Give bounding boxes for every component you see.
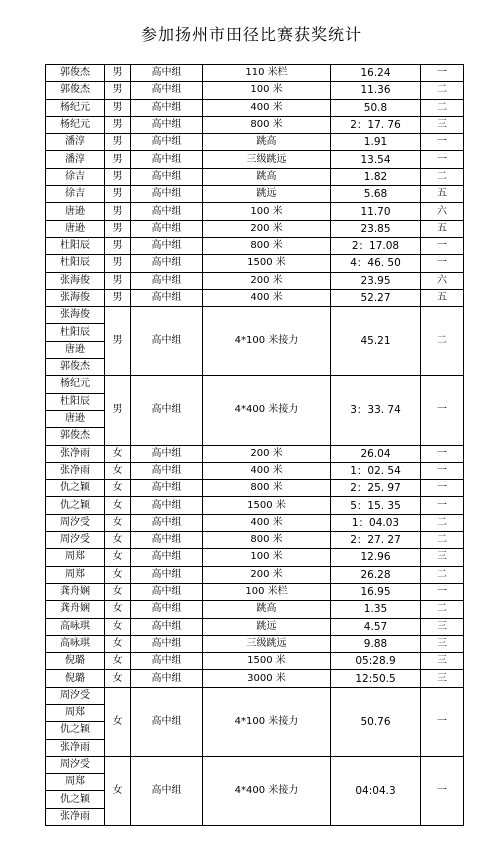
athlete-name-cell: 杨纪元 [46,99,105,116]
table-row [46,151,464,168]
relay-member-cell: 周汐受 [46,687,105,704]
event-cell: 400 米 [203,99,331,116]
table-row [46,549,464,566]
result-cell: 04:04.3 [331,756,421,825]
sex-cell: 男 [105,203,131,220]
table-row [46,237,464,254]
relay-member-cell: 仇之颖 [46,722,105,739]
athlete-name-cell: 周郑 [46,566,105,583]
result-cell: 2：17.08 [331,237,421,254]
results-table [45,64,464,826]
event-cell: 200 米 [203,220,331,237]
rank-cell: 一 [421,497,464,514]
sex-cell: 女 [105,514,131,531]
rank-cell: 一 [421,462,464,479]
result-cell: 05:28.9 [331,653,421,670]
relay-member-cell: 杜阳辰 [46,324,105,341]
athlete-name-cell: 倪璐 [46,670,105,687]
group-cell: 高中组 [131,497,203,514]
group-cell: 高中组 [131,307,203,376]
group-cell: 高中组 [131,203,203,220]
result-cell: 1：04.03 [331,514,421,531]
rank-cell: 一 [421,756,464,825]
result-cell: 2：25. 97 [331,480,421,497]
sex-cell: 女 [105,549,131,566]
athlete-name-cell: 周汐受 [46,514,105,531]
result-cell: 1.91 [331,134,421,151]
sex-cell: 女 [105,618,131,635]
rank-cell: 一 [421,237,464,254]
rank-cell: 五 [421,289,464,306]
athlete-name-cell: 倪璐 [46,653,105,670]
event-cell: 3000 米 [203,670,331,687]
athlete-name-cell: 高咏琪 [46,635,105,652]
rank-cell: 二 [421,601,464,618]
group-cell: 高中组 [131,756,203,825]
relay-member-cell: 张海俊 [46,307,105,324]
table-row [46,186,464,203]
group-cell: 高中组 [131,514,203,531]
sex-cell: 男 [105,82,131,99]
result-cell: 13.54 [331,151,421,168]
sex-cell: 女 [105,497,131,514]
table-row [46,65,464,82]
group-cell: 高中组 [131,272,203,289]
event-cell: 100 米 [203,549,331,566]
relay-row [46,307,464,324]
rank-cell: 五 [421,220,464,237]
result-cell: 50.76 [331,687,421,756]
result-cell: 23.85 [331,220,421,237]
event-cell: 4*100 米接力 [203,307,331,376]
event-cell: 400 米 [203,289,331,306]
relay-row [46,687,464,704]
sex-cell: 男 [105,151,131,168]
athlete-name-cell: 杜阳辰 [46,255,105,272]
athlete-name-cell: 仇之颖 [46,497,105,514]
table-row [46,670,464,687]
athlete-name-cell: 杜阳辰 [46,237,105,254]
athlete-name-cell: 潘淳 [46,151,105,168]
rank-cell: 一 [421,134,464,151]
athlete-name-cell: 徐吉 [46,186,105,203]
event-cell: 100 米 [203,203,331,220]
result-cell: 1：02. 54 [331,462,421,479]
rank-cell: 一 [421,255,464,272]
table-row [46,480,464,497]
rank-cell: 二 [421,566,464,583]
table-row [46,116,464,133]
sex-cell: 女 [105,756,131,825]
table-row [46,635,464,652]
sex-cell: 男 [105,307,131,376]
event-cell: 跳远 [203,618,331,635]
relay-member-cell: 仇之颖 [46,791,105,808]
relay-row [46,756,464,773]
group-cell: 高中组 [131,255,203,272]
table-row [46,566,464,583]
athlete-name-cell: 徐吉 [46,168,105,185]
group-cell: 高中组 [131,116,203,133]
event-cell: 跳高 [203,168,331,185]
group-cell: 高中组 [131,82,203,99]
group-cell: 高中组 [131,65,203,82]
relay-member-cell: 唐逊 [46,410,105,427]
result-cell: 4.57 [331,618,421,635]
sex-cell: 女 [105,532,131,549]
sex-cell: 女 [105,687,131,756]
rank-cell: 二 [421,168,464,185]
event-cell: 400 米 [203,462,331,479]
rank-cell: 一 [421,687,464,756]
sex-cell: 男 [105,272,131,289]
table-row [46,255,464,272]
rank-cell: 一 [421,445,464,462]
table-row [46,618,464,635]
relay-row [46,376,464,393]
result-cell: 16.95 [331,583,421,600]
table-row [46,220,464,237]
rank-cell: 三 [421,670,464,687]
event-cell: 1500 米 [203,255,331,272]
group-cell: 高中组 [131,376,203,445]
sex-cell: 男 [105,65,131,82]
rank-cell: 三 [421,653,464,670]
group-cell: 高中组 [131,566,203,583]
table-row [46,653,464,670]
event-cell: 跳高 [203,601,331,618]
event-cell: 110 米栏 [203,65,331,82]
event-cell: 400 米 [203,514,331,531]
sex-cell: 女 [105,480,131,497]
result-cell: 5：15. 35 [331,497,421,514]
relay-member-cell: 周汐受 [46,756,105,773]
rank-cell: 三 [421,549,464,566]
event-cell: 三级跳远 [203,635,331,652]
event-cell: 跳高 [203,134,331,151]
athlete-name-cell: 周郑 [46,549,105,566]
results-table-body [46,65,464,826]
athlete-name-cell: 郭俊杰 [46,82,105,99]
group-cell: 高中组 [131,237,203,254]
result-cell: 26.28 [331,566,421,583]
group-cell: 高中组 [131,635,203,652]
event-cell: 200 米 [203,445,331,462]
event-cell: 1500 米 [203,497,331,514]
table-row [46,514,464,531]
group-cell: 高中组 [131,583,203,600]
athlete-name-cell: 唐逊 [46,203,105,220]
athlete-name-cell: 郭俊杰 [46,65,105,82]
event-cell: 800 米 [203,532,331,549]
event-cell: 100 米 [203,82,331,99]
athlete-name-cell: 张净雨 [46,445,105,462]
rank-cell: 六 [421,203,464,220]
event-cell: 200 米 [203,566,331,583]
rank-cell: 六 [421,272,464,289]
athlete-name-cell: 龚舟娴 [46,583,105,600]
page-title: 参加扬州市田径比赛获奖统计 [140,25,362,44]
sex-cell: 男 [105,134,131,151]
relay-member-cell: 杨纪元 [46,376,105,393]
relay-member-cell: 郭俊杰 [46,428,105,445]
rank-cell: 二 [421,99,464,116]
sex-cell: 女 [105,583,131,600]
sex-cell: 女 [105,670,131,687]
sex-cell: 男 [105,220,131,237]
result-cell: 5.68 [331,186,421,203]
group-cell: 高中组 [131,670,203,687]
rank-cell: 三 [421,116,464,133]
group-cell: 高中组 [131,480,203,497]
rank-cell: 一 [421,583,464,600]
athlete-name-cell: 周汐受 [46,532,105,549]
result-cell: 12:50.5 [331,670,421,687]
event-cell: 800 米 [203,116,331,133]
group-cell: 高中组 [131,220,203,237]
athlete-name-cell: 张净雨 [46,462,105,479]
athlete-name-cell: 高咏琪 [46,618,105,635]
group-cell: 高中组 [131,134,203,151]
group-cell: 高中组 [131,151,203,168]
table-row [46,272,464,289]
result-cell: 45.21 [331,307,421,376]
table-row [46,203,464,220]
rank-cell: 一 [421,480,464,497]
result-cell: 12.96 [331,549,421,566]
result-cell: 4：46. 50 [331,255,421,272]
result-cell: 2：27. 27 [331,532,421,549]
group-cell: 高中组 [131,99,203,116]
table-row [46,583,464,600]
sex-cell: 女 [105,462,131,479]
athlete-name-cell: 杨纪元 [46,116,105,133]
result-cell: 1.35 [331,601,421,618]
table-row [46,99,464,116]
group-cell: 高中组 [131,532,203,549]
group-cell: 高中组 [131,445,203,462]
relay-member-cell: 周郑 [46,774,105,791]
result-cell: 3：33. 74 [331,376,421,445]
group-cell: 高中组 [131,289,203,306]
rank-cell: 三 [421,618,464,635]
rank-cell: 二 [421,532,464,549]
table-row [46,462,464,479]
athlete-name-cell: 唐逊 [46,220,105,237]
relay-member-cell: 郭俊杰 [46,359,105,376]
table-row [46,445,464,462]
event-cell: 100 米栏 [203,583,331,600]
sex-cell: 男 [105,289,131,306]
event-cell: 800 米 [203,480,331,497]
sex-cell: 女 [105,445,131,462]
sex-cell: 男 [105,168,131,185]
group-cell: 高中组 [131,549,203,566]
result-cell: 26.04 [331,445,421,462]
sex-cell: 男 [105,255,131,272]
rank-cell: 一 [421,65,464,82]
sex-cell: 女 [105,601,131,618]
group-cell: 高中组 [131,618,203,635]
sex-cell: 女 [105,566,131,583]
group-cell: 高中组 [131,462,203,479]
result-cell: 23.95 [331,272,421,289]
event-cell: 跳远 [203,186,331,203]
relay-member-cell: 张净雨 [46,739,105,756]
result-cell: 52.27 [331,289,421,306]
group-cell: 高中组 [131,601,203,618]
group-cell: 高中组 [131,186,203,203]
sex-cell: 男 [105,376,131,445]
table-row [46,289,464,306]
relay-member-cell: 张净雨 [46,808,105,825]
rank-cell: 一 [421,151,464,168]
result-cell: 1.82 [331,168,421,185]
group-cell: 高中组 [131,687,203,756]
athlete-name-cell: 潘淳 [46,134,105,151]
athlete-name-cell: 张海俊 [46,289,105,306]
sex-cell: 男 [105,99,131,116]
rank-cell: 五 [421,186,464,203]
result-cell: 9.88 [331,635,421,652]
group-cell: 高中组 [131,168,203,185]
relay-member-cell: 杜阳辰 [46,393,105,410]
table-row [46,168,464,185]
rank-cell: 二 [421,82,464,99]
event-cell: 4*400 米接力 [203,756,331,825]
event-cell: 800 米 [203,237,331,254]
rank-cell: 一 [421,376,464,445]
event-cell: 三级跳远 [203,151,331,168]
event-cell: 1500 米 [203,653,331,670]
table-row [46,497,464,514]
event-cell: 200 米 [203,272,331,289]
group-cell: 高中组 [131,653,203,670]
athlete-name-cell: 张海俊 [46,272,105,289]
sex-cell: 男 [105,116,131,133]
relay-member-cell: 周郑 [46,704,105,721]
result-cell: 11.36 [331,82,421,99]
result-cell: 2：17. 76 [331,116,421,133]
sex-cell: 男 [105,237,131,254]
athlete-name-cell: 龚舟娴 [46,601,105,618]
sex-cell: 男 [105,186,131,203]
rank-cell: 三 [421,635,464,652]
result-cell: 16.24 [331,65,421,82]
event-cell: 4*400 米接力 [203,376,331,445]
athlete-name-cell: 仇之颖 [46,480,105,497]
table-row [46,532,464,549]
rank-cell: 二 [421,307,464,376]
table-row [46,134,464,151]
sex-cell: 女 [105,635,131,652]
table-row [46,601,464,618]
event-cell: 4*100 米接力 [203,687,331,756]
rank-cell: 二 [421,514,464,531]
result-cell: 50.8 [331,99,421,116]
relay-member-cell: 唐逊 [46,341,105,358]
table-row [46,82,464,99]
sex-cell: 女 [105,653,131,670]
result-cell: 11.70 [331,203,421,220]
